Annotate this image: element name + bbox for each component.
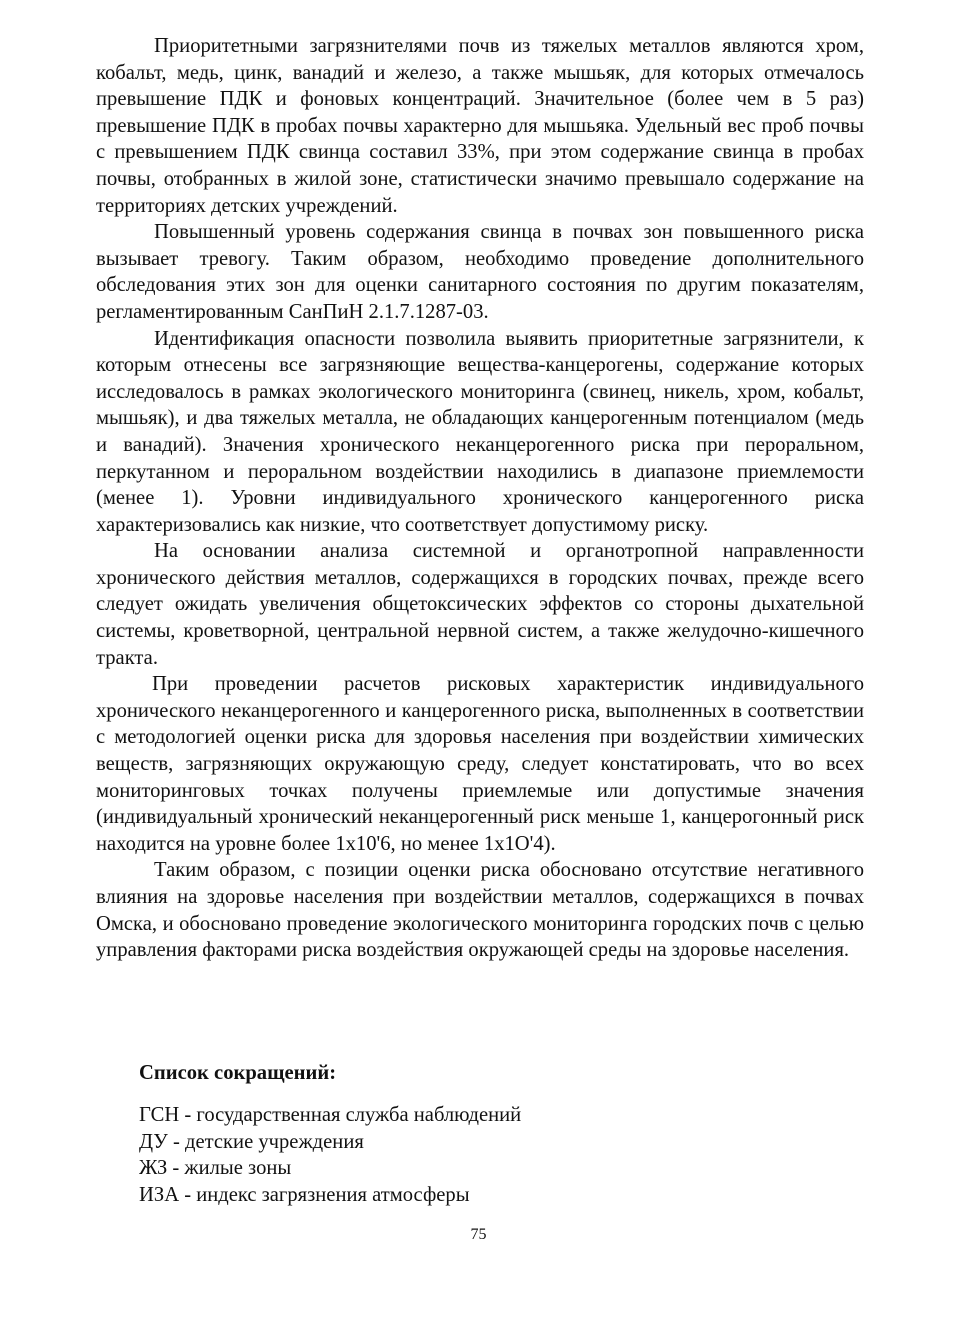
paragraph-1: Приоритетными загрязнителями почв из тяжелых металлов являются хром, кобальт, медь, цинк, ванадий и железо, а также мышьяк, для которых отмечалось превышение ПДК и фоновых концентраций. Значительное (более чем в 5 раз) превышение ПДК в пробах почвы характерно для мышьяка. Удельный вес проб почвы с превышением ПДК свинца составил 33%, при этом содержание свинца в пробах почвы, отобранных в жилой зоне, статистически значимо превышало содержание на территориях детских учреждений. bbox=[96, 35, 864, 217]
paragraph-4: На основании анализа системной и органотропной направленности хронического действия металлов, содержащихся в городских почвах, прежде всего следует ожидать увеличения общетоксических эффектов со стороны дыхательной системы, кроветворной, центральной нервной систем, а также желудочно-кишечного тракта. bbox=[96, 540, 864, 669]
page-number: 75 bbox=[470, 1226, 487, 1243]
abbreviations-list bbox=[139, 1102, 521, 1208]
abbreviation-item: ГСН - государственная служба наблюдений bbox=[139, 1104, 522, 1126]
paragraph-5: При проведении расчетов рисковых характеристик индивидуального хронического неканцерогенного и канцерогенного риска, выполненных в соответствии с методологией оценки риска для здоровья населения при воздействии химических веществ, загрязняющих окружающую среду, следует констатировать, что во всех мониторинговых точках получены приемлемые или допустимые значения (индивидуальный хронический неканцерогенный риск меньше 1, канцерогонный риск находится на уровне более 1x10'6, но менее 1x1О'4). bbox=[96, 673, 864, 855]
abbreviations-title: Список сокращений: bbox=[139, 1062, 337, 1084]
body-text bbox=[96, 33, 864, 964]
abbreviation-item: ИЗА - индекс загрязнения атмосферы bbox=[139, 1183, 470, 1206]
paragraph-2: Повышенный уровень содержания свинца в почвах зон повышенного риска вызывает тревогу. Таким образом, необходимо проведение дополнительного обследования этих зон для оценки санитарного состояния по другим показателям, регламентированным СанПиН 2.1.7.1287-03. bbox=[96, 221, 864, 323]
abbreviation-item: ЖЗ - жилые зоны bbox=[139, 1157, 292, 1180]
paragraph-3: Идентификация опасности позволила выявить приоритетные загрязнители, к которым отнесены все загрязняющие вещества-канцерогены, содержание которых исследовалось в рамках экологического мониторинга (свинец, никель, хром, кобальт, мышьяк), и два тяжелых металла, не обладающих канцерогенным потенциалом (медь и ванадий). Значения хронического неканцерогенного риска при пероральном, перкутанном и пероральном воздействии находились в диапазоне приемлемости (менее 1). Уровни индивидуального хронического канцерогенного риска характеризовались как низкие, что соответствует допустимому риску. bbox=[96, 327, 864, 536]
paragraph-6: Таким образом, с позиции оценки риска обосновано отсутствие негативного влияния на здоровье населения при воздействии металлов, содержащихся в почвах Омска, и обосновано проведение экологического мониторинга городских почв с целью управления факторами риска воздействия окружающей среды на здоровье населения. bbox=[96, 859, 864, 962]
abbreviation-item: ДУ - детские учреждения bbox=[139, 1130, 364, 1153]
